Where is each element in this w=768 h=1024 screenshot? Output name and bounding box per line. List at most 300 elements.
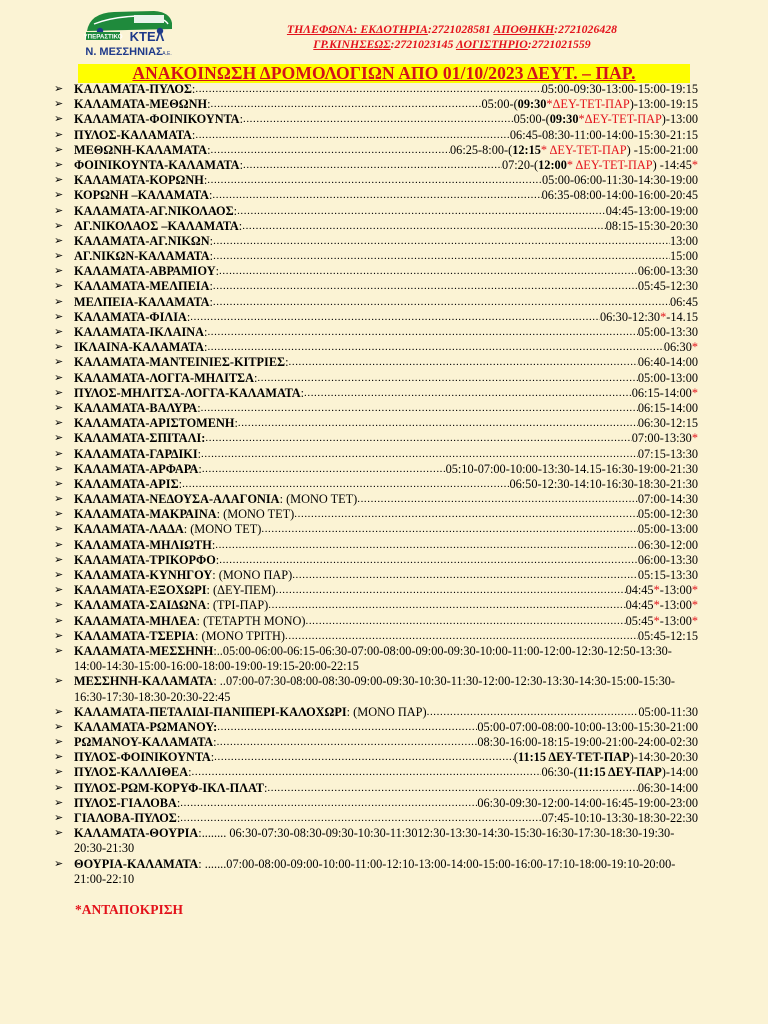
connection-marker: * bbox=[691, 613, 698, 628]
time-segment: 06:30-14:00 bbox=[637, 780, 698, 795]
route-line bbox=[74, 674, 698, 704]
contact-segment: :2721023145 bbox=[390, 37, 456, 51]
route-line bbox=[74, 97, 698, 112]
dot-leader bbox=[217, 735, 478, 750]
route-name: ΚΑΛΑΜΑΤΑ-ΦΙΛΙΑ bbox=[74, 309, 187, 324]
dot-leader bbox=[217, 720, 477, 735]
route-note: : bbox=[253, 370, 258, 385]
route-name: ΚΑΛΑΜΑΤΑ-ΛΟΓΓΑ-ΜΗΛΙΤΣΑ bbox=[74, 370, 254, 385]
route-line bbox=[74, 416, 698, 431]
arrow-bullet-icon: ➢ bbox=[54, 705, 64, 718]
route-note: : bbox=[211, 537, 216, 552]
route-times bbox=[632, 431, 698, 446]
time-segment: 06:00-13:30 bbox=[637, 552, 698, 567]
route-line bbox=[74, 477, 698, 492]
dot-leader bbox=[357, 492, 638, 507]
time-segment: 05:45 bbox=[625, 613, 654, 628]
arrow-bullet-icon: ➢ bbox=[54, 204, 64, 217]
route-line bbox=[74, 249, 698, 264]
arrow-bullet-icon: ➢ bbox=[54, 234, 64, 247]
route-row bbox=[54, 826, 698, 856]
route-name: ΡΩΜΑΝΟΥ-ΚΑΛΑΜΑΤΑ bbox=[74, 735, 214, 750]
dot-leader bbox=[219, 553, 638, 568]
time-segment: 07:15-13:30 bbox=[637, 446, 698, 461]
route-row bbox=[54, 857, 698, 887]
route-times bbox=[510, 128, 698, 143]
route-row bbox=[54, 644, 698, 674]
time-segment: )-13:00-19:15 bbox=[629, 97, 698, 112]
route-times bbox=[446, 462, 698, 477]
dot-leader bbox=[213, 279, 638, 294]
route-name: ΚΑΛΑΜΑΤΑ-ΑΓ.ΝΙΚΟΛΑΟΣ bbox=[74, 203, 234, 218]
time-segment: 11:15 ΔΕΥ-ΤΕΤ-ΠΑΡ bbox=[517, 750, 630, 765]
route-row bbox=[54, 614, 698, 629]
route-note: : (ΜΟΝΟ ΤΡΙΤΗ) bbox=[195, 628, 285, 643]
route-times bbox=[638, 781, 698, 796]
route-line bbox=[74, 857, 698, 887]
route-times bbox=[638, 416, 698, 431]
contact-segment: ΤΗΛΕΦΩΝΑ: ΕΚΔΟΤΗΡΙΑ bbox=[286, 22, 428, 36]
dot-leader bbox=[207, 325, 637, 340]
arrow-bullet-icon: ➢ bbox=[54, 189, 64, 202]
dot-leader bbox=[211, 143, 451, 158]
time-segment: 05:00-13:00 bbox=[637, 370, 698, 385]
dot-leader bbox=[243, 158, 502, 173]
dot-leader bbox=[267, 781, 638, 796]
route-times bbox=[638, 401, 698, 416]
arrow-bullet-icon: ➢ bbox=[54, 781, 64, 794]
route-name: ΠΥΛΟΣ-ΜΗΛΙΤΣΑ-ΛΟΓΓΑ-ΚΑΛΑΜΑΤΑ bbox=[74, 385, 301, 400]
arrow-bullet-icon: ➢ bbox=[54, 736, 64, 749]
route-row bbox=[54, 462, 698, 477]
dot-leader bbox=[242, 219, 606, 234]
route-times bbox=[542, 82, 698, 97]
time-segment: -14.15 bbox=[666, 309, 698, 324]
time-segment: 07:45-10:10-13:30-18:30-22:30 bbox=[541, 811, 698, 826]
route-name: ΚΑΛΑΜΑΤΑ-ΣΑΙΔΩΝΑ bbox=[74, 598, 207, 613]
route-times bbox=[542, 188, 698, 203]
route-note: : (ΔΕΥ-ΠΕΜ) bbox=[206, 583, 276, 598]
route-note: : bbox=[204, 340, 208, 355]
route-times bbox=[638, 522, 698, 537]
dot-leader bbox=[195, 128, 510, 143]
arrow-bullet-icon: ➢ bbox=[54, 356, 64, 369]
route-name: ΚΑΛΑΜΑΤΑ-ΜΕΛΠΕΙΑ bbox=[74, 279, 210, 294]
route-row bbox=[54, 674, 698, 704]
arrow-bullet-icon: ➢ bbox=[54, 417, 64, 430]
route-row bbox=[54, 143, 698, 158]
route-note: : (ΤΕΤΑΡΤΗ ΜΟΝΟ) bbox=[196, 613, 306, 628]
arrow-bullet-icon: ➢ bbox=[54, 644, 64, 657]
dot-leader bbox=[238, 416, 638, 431]
time-segment: 09:30 bbox=[517, 97, 547, 112]
route-row bbox=[54, 781, 698, 796]
route-name: ΚΑΛΑΜΑΤΑ-ΜΑΚΡΑΙΝΑ bbox=[74, 507, 217, 522]
route-name: ΠΥΛΟΣ-ΚΑΛΑΜΑΤΑ bbox=[74, 127, 192, 142]
dot-leader bbox=[180, 796, 477, 811]
route-name: ΘΟΥΡΙΑ-ΚΑΛΑΜΑΤΑ bbox=[74, 856, 199, 871]
svg-text:Ν. ΜΕΣΣΗΝΙΑΣ: Ν. ΜΕΣΣΗΝΙΑΣ bbox=[85, 46, 163, 58]
route-note: : (ΜΟΝΟ ΠΑΡ) bbox=[346, 704, 427, 719]
route-times bbox=[542, 811, 698, 826]
route-note: : bbox=[191, 127, 196, 142]
footnote-connection: *ΑΝΤΑΠΟΚΡΙΣΗ bbox=[75, 902, 184, 917]
route-name: ΑΓ.ΝΙΚΩΝ-ΚΑΛΑΜΑΤΑ bbox=[74, 249, 210, 264]
time-segment: 04:45 bbox=[625, 598, 654, 613]
dot-leader bbox=[180, 811, 541, 826]
route-name: ΚΑΛΑΜΑΤΑ-ΙΚΛΑΙΝΑ bbox=[74, 325, 205, 339]
route-note: : bbox=[208, 188, 213, 203]
dot-leader bbox=[268, 598, 625, 613]
route-note: : bbox=[238, 218, 243, 233]
route-name: ΚΑΛΑΜΑΤΑ-ΑΓ.ΝΙΚΩΝ bbox=[74, 233, 210, 248]
route-name: ΜΕΣΣΗΝΗ-ΚΑΛΑΜΑΤΑ bbox=[74, 674, 214, 689]
route-name: ΚΑΛΑΜΑΤΑ-ΚΥΝΗΓΟΥ bbox=[74, 568, 213, 582]
time-segment: 07:00-14:30 bbox=[637, 492, 698, 507]
route-line bbox=[74, 538, 698, 553]
connection-marker: * bbox=[653, 583, 660, 598]
route-name: ΚΑΛΑΜΑΤΑ-ΦΟΙΝΙΚΟΥΝΤΑ bbox=[74, 112, 240, 127]
route-note: : bbox=[207, 142, 211, 157]
route-times: :..05:00-06:00-06:15-06:30-07:00-08:00-09:00-09:30-10:00-11:00-12:00-12:30-12:50-13:30-14:00-14:30-15:00-16:00-18:00-19:00-19:15-20:00-22:15 bbox=[74, 643, 672, 674]
route-times bbox=[638, 492, 698, 507]
time-segment: 15:00 bbox=[669, 249, 698, 264]
route-note: : bbox=[209, 294, 213, 309]
route-name: ΚΑΛΑΜΑΤΑ-ΜΕΣΣΗΝΗ bbox=[74, 643, 214, 658]
route-times bbox=[606, 204, 698, 219]
route-line bbox=[74, 781, 698, 796]
dot-leader bbox=[202, 462, 446, 477]
route-name: ΚΟΡΩΝΗ –ΚΑΛΑΜΑΤΑ bbox=[74, 188, 209, 203]
route-line bbox=[74, 507, 698, 522]
dot-leader bbox=[243, 112, 514, 127]
time-segment: 06:50-12:30-14:10-16:30-18:30-21:30 bbox=[509, 476, 698, 491]
time-segment: 06:40-14:00 bbox=[637, 355, 698, 370]
route-line bbox=[74, 371, 698, 386]
contact-numbers bbox=[262, 22, 642, 52]
dot-leader bbox=[211, 97, 482, 112]
route-times bbox=[477, 735, 698, 750]
time-segment: 08:30-16:00-18:15-19:00-21:00-24:00-02:30 bbox=[477, 735, 698, 750]
time-segment: ( bbox=[513, 750, 518, 765]
dot-leader bbox=[212, 188, 541, 203]
route-row bbox=[54, 128, 698, 143]
route-line bbox=[74, 735, 698, 750]
time-segment: -13:00 bbox=[659, 583, 692, 598]
route-times bbox=[638, 371, 698, 386]
route-row bbox=[54, 720, 698, 735]
contact-segment: :2721028581 bbox=[427, 22, 494, 36]
route-line bbox=[74, 765, 698, 780]
arrow-bullet-icon: ➢ bbox=[54, 219, 64, 232]
arrow-bullet-icon: ➢ bbox=[54, 265, 64, 278]
dot-leader bbox=[294, 507, 638, 522]
dot-leader bbox=[305, 614, 625, 629]
route-row bbox=[54, 219, 698, 234]
route-note: : (ΜΟΝΟ ΤΕΤ) bbox=[216, 507, 295, 522]
route-row bbox=[54, 568, 698, 583]
route-note: : bbox=[263, 780, 268, 795]
time-segment: 05:00-12:30 bbox=[637, 507, 698, 522]
arrow-bullet-icon: ➢ bbox=[54, 827, 64, 840]
route-line bbox=[74, 583, 698, 598]
route-times bbox=[502, 158, 698, 173]
connection-marker: *ΔΕΥ-ΤΕΤ-ΠΑΡ bbox=[546, 97, 630, 112]
route-note: : bbox=[203, 173, 208, 188]
route-line bbox=[74, 826, 698, 856]
route-line bbox=[74, 143, 698, 158]
route-line bbox=[74, 325, 698, 340]
arrow-bullet-icon: ➢ bbox=[54, 113, 64, 126]
time-segment: 05:00-09:30-13:00-15:00-19:15 bbox=[541, 82, 698, 96]
route-row bbox=[54, 401, 698, 416]
route-name: ΚΑΛΑΜΑΤΑ-ΘΟΥΡΙΑ bbox=[74, 826, 199, 841]
route-name: ΚΑΛΑΜΑΤΑ-ΝΕΔΟΥΣΑ-ΑΛΑΓΟΝΙΑ bbox=[74, 492, 280, 507]
arrow-bullet-icon: ➢ bbox=[54, 371, 64, 384]
route-line bbox=[74, 598, 698, 613]
route-row bbox=[54, 583, 698, 598]
route-line bbox=[74, 279, 698, 294]
route-row bbox=[54, 431, 698, 446]
route-line bbox=[74, 629, 698, 644]
route-line bbox=[74, 295, 698, 310]
route-name: ΚΑΛΑΜΑΤΑ-ΑΡΦΑΡΑ bbox=[74, 461, 199, 476]
dot-leader bbox=[213, 249, 670, 264]
dot-leader bbox=[207, 340, 663, 355]
route-line bbox=[74, 219, 698, 234]
route-line bbox=[74, 431, 698, 446]
time-segment: ) -14:45 bbox=[652, 157, 692, 172]
time-segment: 06:30-12:30 bbox=[599, 309, 661, 324]
ktel-logo bbox=[84, 7, 174, 59]
route-row bbox=[54, 796, 698, 811]
svg-text:ΥΠΕΡΑΣΤΙΚΟ: ΥΠΕΡΑΣΤΙΚΟ bbox=[84, 33, 123, 41]
connection-marker: * bbox=[691, 583, 698, 598]
route-times bbox=[626, 583, 698, 598]
route-times bbox=[638, 629, 698, 644]
bus-logo-icon bbox=[84, 7, 174, 59]
route-line bbox=[74, 553, 698, 568]
arrow-bullet-icon: ➢ bbox=[54, 310, 64, 323]
route-name: ΙΚΛΑΙΝΑ-ΚΑΛΑΜΑΤΑ bbox=[74, 340, 205, 355]
dot-leader bbox=[292, 568, 638, 583]
route-row bbox=[54, 325, 698, 340]
route-note: : bbox=[176, 795, 181, 810]
dot-leader bbox=[195, 82, 541, 97]
route-row bbox=[54, 477, 698, 492]
arrow-bullet-icon: ➢ bbox=[54, 538, 64, 551]
arrow-bullet-icon: ➢ bbox=[54, 614, 64, 627]
route-times bbox=[638, 447, 698, 462]
route-note: : bbox=[198, 461, 202, 476]
route-row bbox=[54, 310, 698, 325]
route-line bbox=[74, 705, 698, 720]
schedule-headline: ΑΝΑΚΟΙΝΩΣΗ ΔΡΟΜΟΛΟΓΙΩΝ ΑΠΟ 01/10/2023 ΔΕΥΤ. – ΠΑΡ. bbox=[78, 64, 690, 83]
route-times bbox=[477, 720, 698, 735]
route-name: ΚΑΛΑΜΑΤΑ-ΜΑΝΤΕΙΝΙΕΣ-ΚΙΤΡΙΕΣ bbox=[74, 355, 286, 370]
connection-marker: * bbox=[660, 309, 667, 324]
dot-leader bbox=[205, 431, 631, 446]
route-line bbox=[74, 796, 698, 811]
route-name: ΚΑΛΑΜΑΤΑ-ΑΒΡΑΜΙΟΥ bbox=[74, 264, 216, 279]
route-row bbox=[54, 340, 698, 355]
arrow-bullet-icon: ➢ bbox=[54, 341, 64, 354]
arrow-bullet-icon: ➢ bbox=[54, 751, 64, 764]
route-times bbox=[638, 325, 698, 340]
arrow-bullet-icon: ➢ bbox=[54, 766, 64, 779]
route-times: :........ 06:30-07:30-08:30-09:30-10:30-11:3012:30-13:30-14:30-15:30-16:30-17:30-18:30-19:30-20:30-21:30 bbox=[74, 826, 675, 856]
time-segment: 07:20-( bbox=[501, 157, 539, 172]
dot-leader bbox=[276, 583, 626, 598]
time-segment: 05:00-13:30 bbox=[637, 325, 698, 339]
route-times bbox=[670, 295, 698, 310]
dot-leader bbox=[201, 401, 638, 416]
arrow-bullet-icon: ➢ bbox=[54, 477, 64, 490]
connection-marker: * bbox=[691, 157, 698, 172]
route-name: ΚΑΛΑΜΑΤΑ-ΛΑΔΑ bbox=[74, 522, 184, 537]
route-note: : bbox=[239, 112, 243, 127]
route-note: : bbox=[197, 400, 201, 415]
time-segment: 05:45-12:15 bbox=[637, 628, 698, 643]
route-note: : bbox=[209, 249, 214, 264]
time-segment: 06:15-14:00 bbox=[637, 400, 698, 415]
time-segment: 09:30 bbox=[549, 112, 579, 127]
route-row bbox=[54, 97, 698, 112]
route-row bbox=[54, 416, 698, 431]
route-times bbox=[481, 97, 698, 112]
time-segment: 12:15 bbox=[512, 142, 541, 157]
route-times bbox=[632, 386, 698, 401]
route-times: : .......07:00-08:00-09:00-10:00-11:00-12:10-13:00-14:00-15:00-16:00-17:10-18:00-19:10-20:00-21:00-22:10 bbox=[74, 856, 676, 886]
route-name: ΚΑΛΑΜΑΤΑ-ΠΕΤΑΛΙΔΙ-ΠΑΝΙΠΕΡΙ-ΚΑΛΟΧΩΡΙ bbox=[74, 704, 347, 719]
route-times bbox=[638, 279, 698, 294]
arrow-bullet-icon: ➢ bbox=[54, 599, 64, 612]
arrow-bullet-icon: ➢ bbox=[54, 569, 64, 581]
route-times bbox=[670, 234, 698, 249]
route-times bbox=[638, 568, 698, 583]
time-segment: 05:00-06:00-11:30-14:30-19:00 bbox=[542, 173, 698, 188]
route-note: : bbox=[188, 765, 192, 780]
route-note: : bbox=[191, 82, 196, 96]
contact-segment: ΑΠΟΘΗΚΗ bbox=[493, 22, 555, 36]
route-times: : ..07:00-07:30-08:00-08:30-09:00-09:30-10:30-11:30-12:00-12:30-13:30-14:30-15:00-15:30-16:30-17:30-18:30-20:30-22:45 bbox=[74, 674, 675, 704]
time-segment: 06:15-14:00 bbox=[631, 385, 692, 400]
route-row bbox=[54, 204, 698, 219]
route-line bbox=[74, 644, 698, 674]
contact-segment: ΓΡ.ΚΙΝΗΣΕΩΣ bbox=[313, 37, 391, 51]
arrow-bullet-icon: ➢ bbox=[54, 326, 64, 338]
route-note: : (ΜΟΝΟ ΤΕΤ) bbox=[183, 522, 262, 537]
connection-marker: * bbox=[653, 598, 660, 613]
time-segment: 06:30-09:30-12:00-14:00-16:45-19:00-23:00 bbox=[477, 795, 698, 810]
route-row bbox=[54, 705, 698, 720]
route-row bbox=[54, 279, 698, 294]
route-times bbox=[514, 750, 698, 765]
route-line bbox=[74, 492, 698, 507]
time-segment: 05:00-( bbox=[481, 97, 518, 112]
time-segment: -13:00 bbox=[659, 613, 692, 628]
dot-leader bbox=[213, 234, 670, 249]
time-segment: 04:45 bbox=[625, 583, 654, 598]
route-times bbox=[638, 507, 698, 522]
time-segment: 06:45 bbox=[669, 294, 698, 309]
route-name: ΜΕΘΩΝΗ-ΚΑΛΑΜΑΤΑ bbox=[74, 142, 208, 157]
route-name: ΚΑΛΑΜΑΤΑ-ΑΡΙΣΤΟΜΕΝΗ bbox=[74, 416, 235, 431]
route-note: : bbox=[285, 355, 289, 370]
arrow-bullet-icon: ➢ bbox=[54, 386, 64, 399]
arrow-bullet-icon: ➢ bbox=[54, 508, 64, 521]
route-line bbox=[74, 112, 698, 127]
time-segment: 06:35-08:00-14:00-16:00-20:45 bbox=[541, 188, 698, 203]
route-line bbox=[74, 188, 698, 203]
route-line bbox=[74, 264, 698, 279]
dot-leader bbox=[219, 264, 638, 279]
route-note: : (ΤΡΙ-ΠΑΡ) bbox=[206, 598, 269, 613]
route-name: ΓΙΑΛΟΒΑ-ΠΥΛΟΣ bbox=[74, 811, 177, 826]
time-segment: 11:15 ΔΕΥ-ΠΑΡ bbox=[577, 765, 662, 780]
route-list bbox=[54, 82, 698, 887]
time-segment: ) -15:00-21:00 bbox=[626, 142, 698, 157]
route-line bbox=[74, 568, 698, 583]
route-times bbox=[514, 112, 698, 127]
time-segment: )-14:00 bbox=[661, 765, 698, 780]
arrow-bullet-icon: ➢ bbox=[54, 401, 64, 414]
contact-segment: :2721026428 bbox=[554, 22, 618, 36]
time-segment: 05:15-13:30 bbox=[637, 568, 698, 582]
route-name: ΠΥΛΟΣ-ΦΟΙΝΙΚΟΥΝΤΑ bbox=[74, 750, 211, 765]
time-segment: 06:45-08:30-11:00-14:00-15:30-21:15 bbox=[509, 127, 698, 142]
route-note: : bbox=[209, 279, 213, 294]
dot-leader bbox=[237, 204, 606, 219]
route-times bbox=[638, 355, 698, 370]
route-row bbox=[54, 507, 698, 522]
dot-leader bbox=[427, 705, 639, 720]
time-segment: 05:45-12:30 bbox=[637, 279, 698, 294]
route-line bbox=[74, 234, 698, 249]
svg-text:ΚΤΕΛ: ΚΤΕΛ bbox=[129, 29, 165, 44]
time-segment: 06:30-12:15 bbox=[637, 416, 698, 431]
route-note: : bbox=[209, 233, 214, 248]
arrow-bullet-icon: ➢ bbox=[54, 857, 64, 870]
route-row bbox=[54, 598, 698, 613]
route-times bbox=[626, 614, 698, 629]
route-row bbox=[54, 355, 698, 370]
arrow-bullet-icon: ➢ bbox=[54, 493, 64, 506]
route-row bbox=[54, 629, 698, 644]
route-note: : bbox=[234, 416, 238, 431]
route-line bbox=[74, 522, 698, 537]
route-line bbox=[74, 128, 698, 143]
dot-leader bbox=[192, 765, 542, 780]
arrow-bullet-icon: ➢ bbox=[54, 447, 64, 460]
time-segment: 06:30 bbox=[663, 340, 692, 355]
route-row bbox=[54, 112, 698, 127]
route-times bbox=[626, 598, 698, 613]
route-name: ΚΑΛΑΜΑΤΑ-ΒΑΛΥΡΑ bbox=[74, 400, 198, 415]
route-row bbox=[54, 811, 698, 826]
route-row bbox=[54, 234, 698, 249]
route-times bbox=[670, 249, 698, 264]
connection-marker: * ΔΕΥ-ΤΕΤ-ΠΑΡ bbox=[540, 142, 627, 157]
route-row bbox=[54, 538, 698, 553]
route-row bbox=[54, 173, 698, 188]
route-line bbox=[74, 720, 698, 735]
contact-line-1 bbox=[262, 22, 642, 37]
time-segment: -13:00 bbox=[659, 598, 692, 613]
route-name: ΦΟΙΝΙΚΟΥΝΤΑ-ΚΑΛΑΜΑΤΑ bbox=[74, 157, 240, 172]
route-times bbox=[664, 340, 698, 355]
route-name: ΚΑΛΑΜΑΤΑ-ΕΞΟΧΩΡΙ bbox=[74, 583, 207, 598]
